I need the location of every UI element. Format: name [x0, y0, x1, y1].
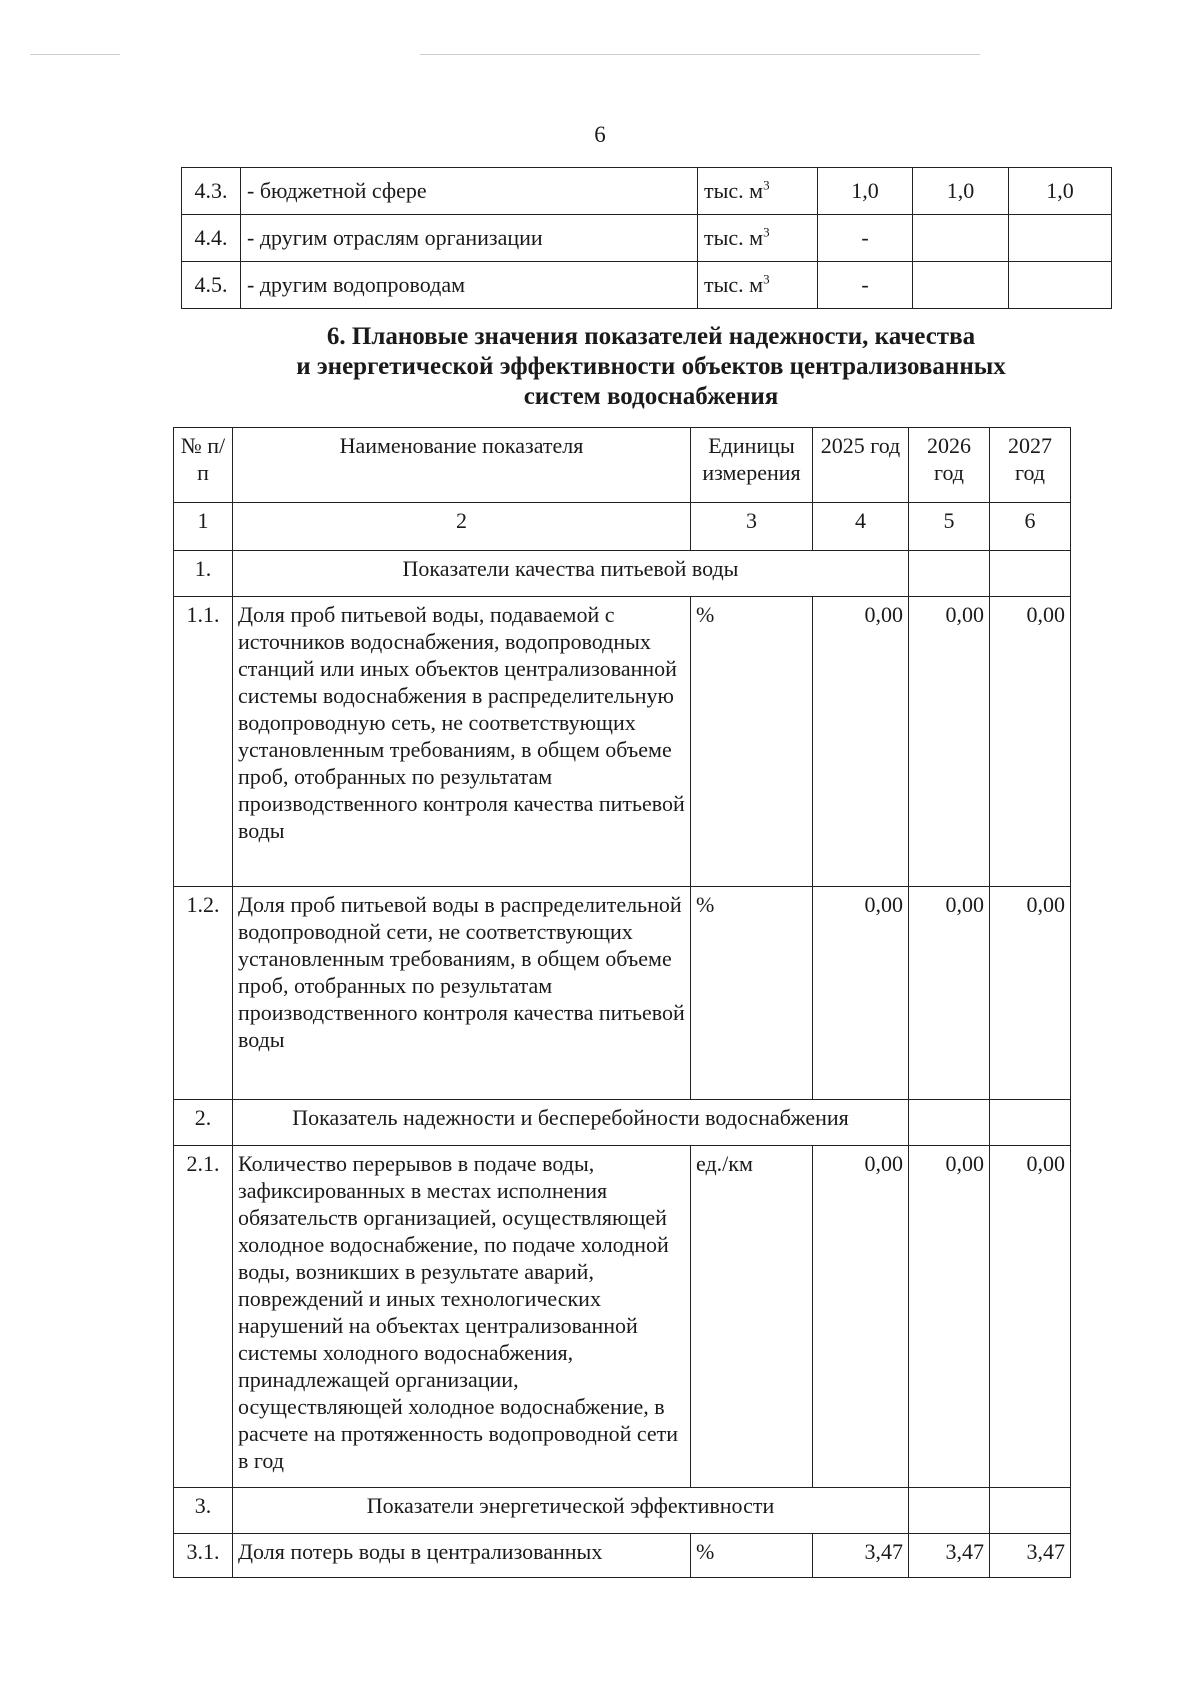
row-value-2027: 0,00	[990, 887, 1071, 1100]
row-number: 2.1.	[174, 1146, 233, 1488]
column-number-row	[174, 503, 1071, 551]
row-name: Доля потерь воды в централизованных	[233, 1534, 691, 1578]
table-header-row	[174, 428, 1071, 503]
empty-cell	[909, 1488, 990, 1534]
row-unit: ед./км	[691, 1146, 813, 1488]
row-value-2027: 0,00	[990, 597, 1071, 887]
table-row	[182, 168, 1112, 215]
header-number: № п/п	[174, 428, 233, 503]
row-number: 4.5.	[182, 262, 241, 309]
row-name: - другим водопроводам	[241, 262, 698, 309]
section-title: Показатель надежности и бесперебойности водоснабжения	[233, 1100, 909, 1146]
column-number: 2	[233, 503, 691, 551]
column-number: 6	[990, 503, 1071, 551]
row-value-2025: 3,47	[813, 1534, 909, 1578]
row-value-2	[913, 215, 1009, 262]
continuation-table	[181, 167, 1112, 309]
header-year-2025: 2025 год	[813, 428, 909, 503]
section-heading	[181, 322, 1121, 412]
row-value-2026: 0,00	[909, 1146, 990, 1488]
row-unit: тыс. $м^3$	[698, 168, 818, 215]
empty-cell	[909, 1100, 990, 1146]
row-value-2026: 0,00	[909, 887, 990, 1100]
row-value-2	[913, 262, 1009, 309]
row-value-2026: 0,00	[909, 597, 990, 887]
row-name: Количество перерывов в подаче воды, зафиксированных в местах исполнения обязательств организацией, осуществляющей холодное водоснабжение, по подаче холодной воды, возникших в результате аварий, повреждений и иных технологических нарушений на объектах централизованной системы холодного водоснабжения, принадлежащей организации, осуществляющей холодное водоснабжение, в расчете на протяженность водопроводной сети в год	[233, 1146, 691, 1488]
empty-cell	[990, 551, 1071, 597]
row-value-3: 1,0	[1009, 168, 1112, 215]
scan-artifact-line	[30, 54, 120, 55]
table-row	[174, 1534, 1071, 1578]
table-row	[174, 1146, 1071, 1488]
heading-line: и энергетической эффективности объектов централизованных	[296, 353, 1006, 380]
row-value-2026: 3,47	[909, 1534, 990, 1578]
scan-artifact-line	[420, 54, 980, 55]
row-value-2025: 0,00	[813, 1146, 909, 1488]
indicators-table	[173, 427, 1071, 1578]
table-row	[174, 597, 1071, 887]
row-unit: тыс. $м^3$	[698, 215, 818, 262]
page-number: 6	[594, 122, 606, 147]
row-number: 1.1.	[174, 597, 233, 887]
section-row	[174, 551, 1071, 597]
row-value-2027: 0,00	[990, 1146, 1071, 1488]
row-unit: тыс. $м^3$	[698, 262, 818, 309]
row-value-2027: 3,47	[990, 1534, 1071, 1578]
row-name: - бюджетной сфере	[241, 168, 698, 215]
section-number: 1.	[174, 551, 233, 597]
row-number: 4.3.	[182, 168, 241, 215]
empty-cell	[909, 551, 990, 597]
header-year-2027: 2027 год	[990, 428, 1071, 503]
row-value-1: -	[818, 215, 913, 262]
row-value-1: 1,0	[818, 168, 913, 215]
empty-cell	[990, 1488, 1071, 1534]
section-title: Показатели качества питьевой воды	[233, 551, 909, 597]
row-value-2: 1,0	[913, 168, 1009, 215]
column-number: 1	[174, 503, 233, 551]
row-number: 4.4.	[182, 215, 241, 262]
section-number: 2.	[174, 1100, 233, 1146]
table-row	[182, 262, 1112, 309]
header-unit: Единицы измерения	[691, 428, 813, 503]
row-value-2025: 0,00	[813, 887, 909, 1100]
header-name: Наименование показателя	[233, 428, 691, 503]
row-number: 1.2.	[174, 887, 233, 1100]
section-number: 3.	[174, 1488, 233, 1534]
column-number: 5	[909, 503, 990, 551]
section-title: Показатели энергетической эффективности	[233, 1488, 909, 1534]
empty-cell	[990, 1100, 1071, 1146]
row-value-1: -	[818, 262, 913, 309]
row-value-3	[1009, 215, 1112, 262]
column-number: 3	[691, 503, 813, 551]
column-number: 4	[813, 503, 909, 551]
table-row	[174, 887, 1071, 1100]
row-name: Доля проб питьевой воды, подаваемой с источников водоснабжения, водопроводных станций или иных объектов централизованной системы водоснабжения в распределительную водопроводную сеть, не соответствующих установленным требованиям, в общем объеме проб, отобранных по результатам производственного контроля качества питьевой воды	[233, 597, 691, 887]
row-unit: %	[691, 597, 813, 887]
heading-line: 6. Плановые значения показателей надежности, качества	[326, 323, 976, 350]
section-row	[174, 1100, 1071, 1146]
section-row	[174, 1488, 1071, 1534]
row-name: Доля проб питьевой воды в распределительной водопроводной сети, не соответствующих установленным требованиям, в общем объеме проб, отобранных по результатам производственного контроля качества питьевой воды	[233, 887, 691, 1100]
row-number: 3.1.	[174, 1534, 233, 1578]
heading-line: систем водоснабжения	[523, 383, 779, 410]
row-unit: %	[691, 887, 813, 1100]
table-row	[182, 215, 1112, 262]
header-year-2026: 2026 год	[909, 428, 990, 503]
row-value-3	[1009, 262, 1112, 309]
row-value-2025: 0,00	[813, 597, 909, 887]
row-name: - другим отраслям организации	[241, 215, 698, 262]
row-unit: %	[691, 1534, 813, 1578]
